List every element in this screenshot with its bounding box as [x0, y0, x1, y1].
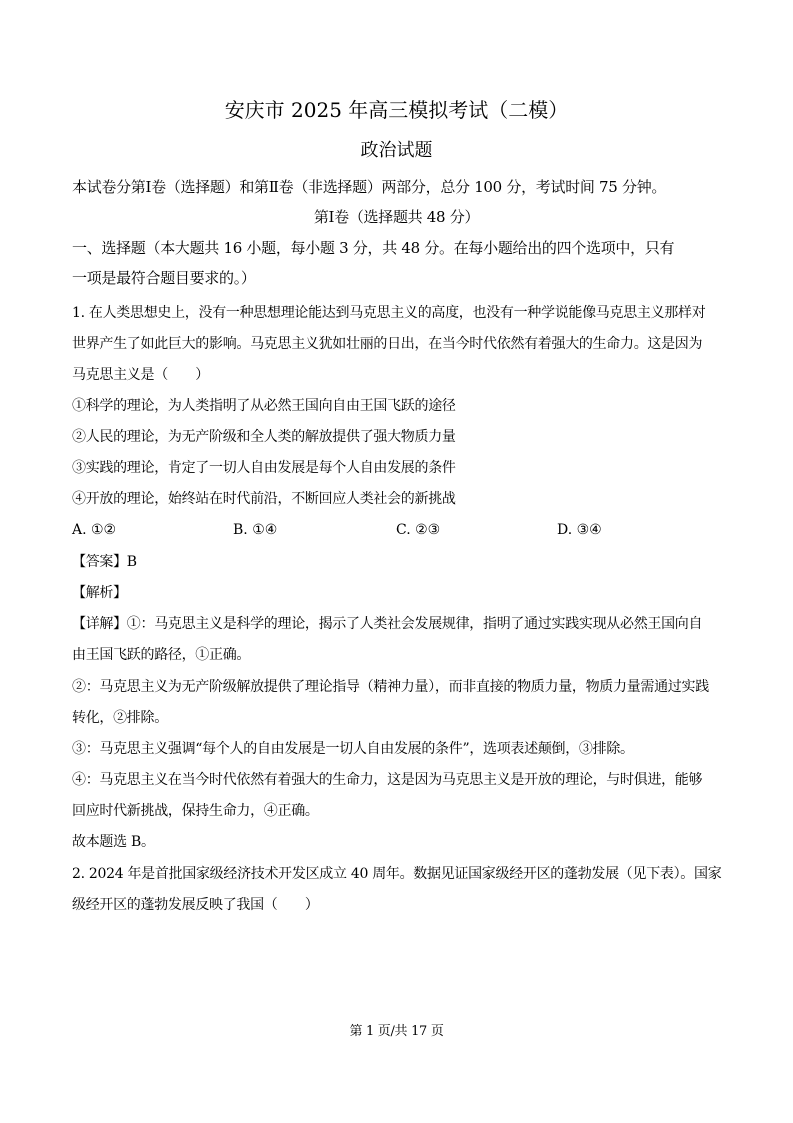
q1-detail-line-5: ③：马克思主义强调“每个人的自由发展是一切人自由发展的条件”，选项表述颠倒，③排除。: [72, 741, 634, 757]
exam-title: 安庆市 2025 年高三模拟考试（二模）: [224, 98, 569, 122]
q1-option-c: C. ②③: [396, 522, 441, 538]
q1-detail-line-3: ②：马克思主义为无产阶级解放提供了理论指导（精神力量），而非直接的物质力量，物质力量需通过实践: [72, 679, 709, 695]
q2-stem-line-2: 级经开区的蓬勃发展反映了我国（ ）: [72, 897, 319, 913]
q1-detail-line-7: 回应时代新挑战，保持生命力，④正确。: [72, 803, 319, 819]
q1-detail-line-4: 转化，②排除。: [72, 710, 168, 726]
q1-option-d: D. ③④: [557, 522, 602, 538]
exam-info: 本试卷分第Ⅰ卷（选择题）和第Ⅱ卷（非选择题）两部分，总分 100 分，考试时间 75 分钟。: [72, 178, 667, 196]
section-heading-line-1: 一、选择题（本大题共 16 小题，每小题 3 分，共 48 分。在每小题给出的四个选项中，只有: [72, 239, 675, 257]
q1-stem-line-1: 1. 在人类思想史上，没有一种思想理论能达到马克思主义的高度，也没有一种学说能像马克思主义那样对: [72, 305, 706, 321]
q1-item-2: ②人民的理论，为无产阶级和全人类的解放提供了强大物质力量: [72, 429, 456, 445]
q1-stem-line-2: 世界产生了如此巨大的影响。马克思主义犹如壮丽的日出，在当今时代依然有着强大的生命力。这是因为: [72, 336, 703, 352]
q2-stem-line-1: 2. 2024 年是首批国家级经济技术开发区成立 40 周年。数据见证国家级经开区的蓬勃发展（见下表）。国家: [72, 866, 722, 882]
section-heading-line-2: 一项是最符合题目要求的。）: [72, 269, 256, 287]
part-title: 第Ⅰ卷（选择题共 48 分）: [313, 208, 480, 226]
q1-item-3: ③实践的理论，肯定了一切人自由发展是每个人自由发展的条件: [72, 460, 456, 476]
q1-detail-line-6: ④：马克思主义在当今时代依然有着强大的生命力，这是因为马克思主义是开放的理论，与时俱进，能够: [72, 772, 703, 788]
q1-analysis-label: 【解析】: [72, 585, 127, 601]
q1-detail-line-2: 由王国飞跃的路径，①正确。: [72, 647, 251, 663]
q1-answer: 【答案】B: [72, 554, 137, 570]
q1-detail-line-1: 【详解】①：马克思主义是科学的理论，揭示了人类社会发展规律，指明了通过实践实现从必然王国向自: [72, 616, 703, 632]
q1-option-b: B. ①④: [233, 522, 278, 538]
q1-item-4: ④开放的理论，始终站在时代前沿，不断回应人类社会的新挑战: [72, 491, 456, 507]
q1-stem-line-3: 马克思主义是（ ）: [72, 367, 209, 383]
q1-item-1: ①科学的理论，为人类指明了从必然王国向自由王国飞跃的途径: [72, 398, 456, 414]
exam-subtitle: 政治试题: [360, 140, 433, 161]
q1-detail-line-8: 故本题选 B。: [72, 834, 155, 850]
page-number-footer: 第 1 页/共 17 页: [349, 1024, 444, 1039]
q1-option-a: A. ①②: [72, 522, 117, 538]
